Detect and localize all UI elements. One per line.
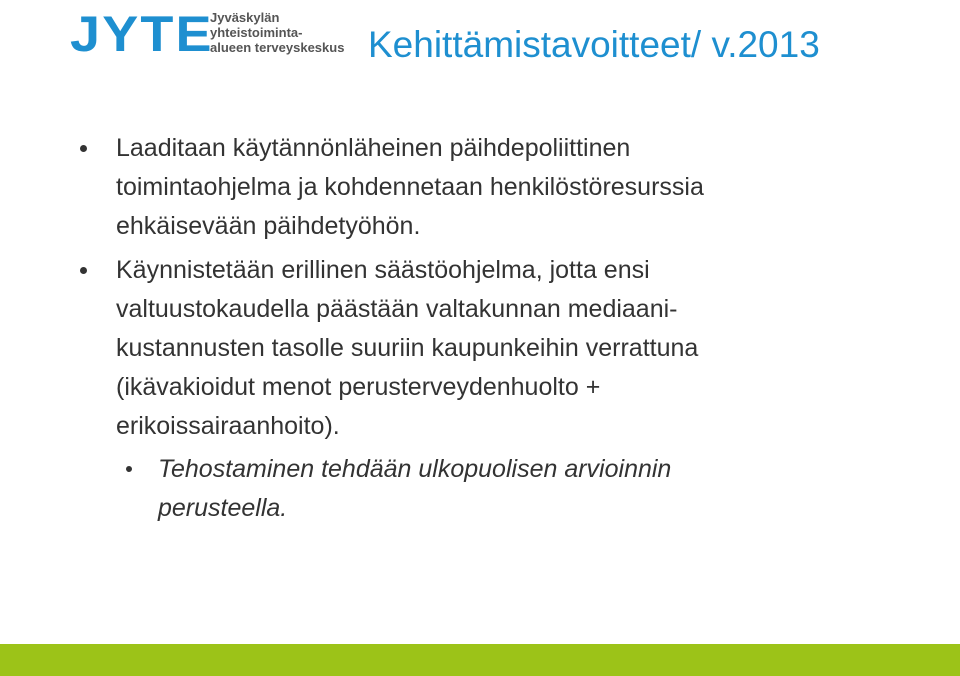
bullet-line: toimintaohjelma ja kohdennetaan henkilöstöresurssia [116,173,704,201]
bullet-line: Tehostaminen tehdään ulkopuolisen arvioinnin [158,455,672,483]
footer-bar [0,644,960,676]
bullet-marker [126,466,132,472]
slide-title: Kehittämistavoitteet/ v.2013 [368,24,820,65]
logo-line: yhteistoiminta- [210,25,303,40]
bullet-line: Laaditaan käytännönläheinen päihdepoliittinen [116,134,631,162]
bullet-line: perusteella. [158,494,288,522]
bullet-line: erikoissairaanhoito). [116,412,340,440]
logo-mark: JYTE [70,6,214,62]
logo-organization-name [210,10,344,55]
bullet-line: valtuustokaudella päästään valtakunnan mediaani- [116,295,678,323]
logo-line: Jyväskylän [210,10,280,25]
bullet-line: Käynnistetään erillinen säästöohjelma, jotta ensi [116,256,650,284]
sub-bullet-item [158,450,858,528]
bullet-item [116,129,896,246]
bullet-line: kustannusten tasolle suuriin kaupunkeihin verrattuna [116,334,699,362]
bullet-marker [80,267,87,274]
logo-line: alueen terveyskeskus [210,40,345,55]
bullet-item [116,251,856,446]
bullet-line: ehkäisevään päihdetyöhön. [116,212,421,240]
bullet-marker [80,145,87,152]
bullet-line: (ikävakioidut menot perusterveydenhuolto + [116,373,601,401]
